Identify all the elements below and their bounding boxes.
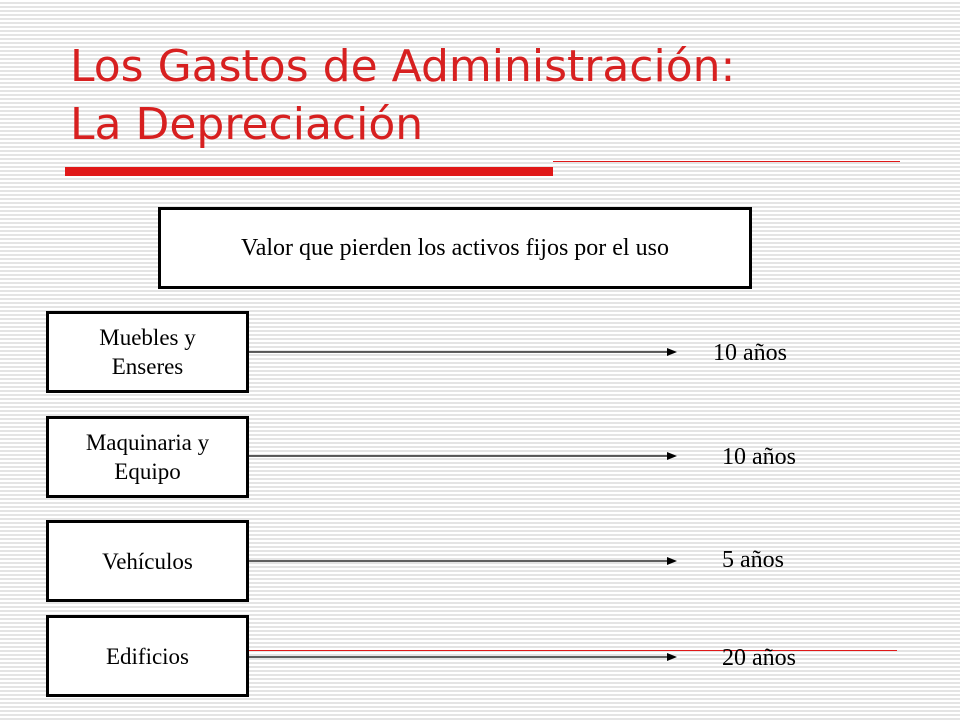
asset-box-muebles bbox=[46, 311, 249, 393]
arrow-vehiculos bbox=[249, 557, 677, 565]
definition-text: Valor que pierden los activos fijos por el uso bbox=[241, 234, 669, 261]
useful-life-muebles: 10 años bbox=[713, 340, 787, 366]
asset-label: Edificios bbox=[105, 643, 190, 669]
arrow-maquinaria bbox=[249, 452, 677, 460]
asset-box-edificios bbox=[46, 615, 249, 697]
useful-life-vehiculos: 5 años bbox=[722, 547, 784, 573]
asset-label: Muebles y Enseres bbox=[99, 325, 196, 379]
asset-label: Vehículos bbox=[102, 548, 193, 574]
arrow-edificios bbox=[249, 653, 677, 661]
asset-label: Maquinaria y Equipo bbox=[85, 430, 210, 484]
useful-life-edificios: 20 años bbox=[722, 645, 796, 671]
asset-box-vehiculos bbox=[46, 520, 249, 602]
title-line-1: Los Gastos de Administración: bbox=[70, 41, 736, 92]
asset-box-maquinaria bbox=[46, 416, 249, 498]
title-line-2: La Depreciación bbox=[70, 99, 424, 150]
useful-life-maquinaria: 10 años bbox=[722, 444, 796, 470]
arrow-muebles bbox=[249, 348, 677, 356]
